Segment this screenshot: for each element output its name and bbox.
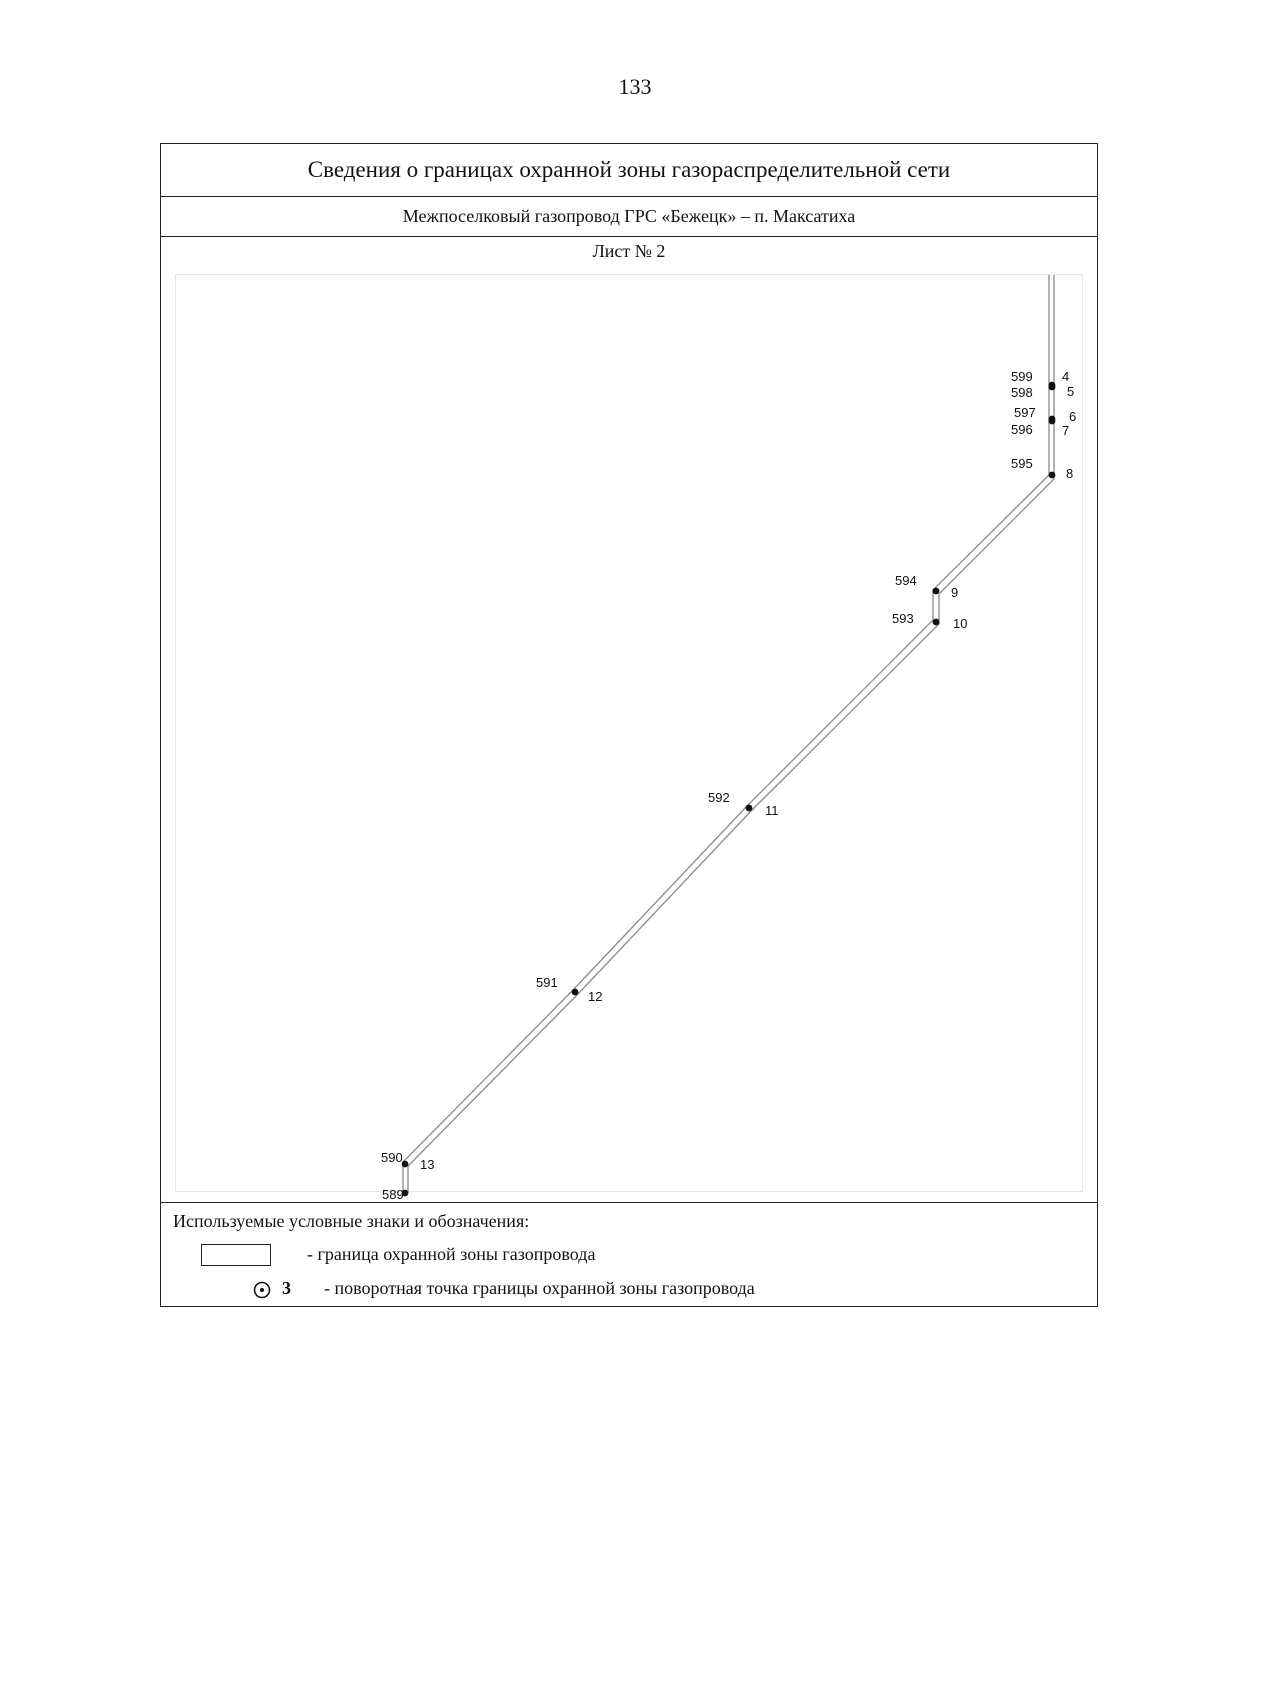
point-label-left: 599 bbox=[1011, 369, 1033, 384]
sheet-number: Лист № 2 bbox=[592, 241, 666, 261]
point-labels bbox=[381, 369, 1076, 1202]
turning-point-marker bbox=[933, 619, 940, 626]
point-label-left: 592 bbox=[708, 790, 730, 805]
point-label-right: 8 bbox=[1066, 466, 1074, 481]
page-number: 133 bbox=[618, 74, 652, 99]
point-label-right: 10 bbox=[953, 616, 968, 631]
pipeline-name: Межпоселковый газопровод ГРС «Бежецк» – п. Максатиха bbox=[161, 197, 1097, 237]
point-label-right: 6 bbox=[1069, 409, 1077, 424]
point-label-left: 594 bbox=[895, 573, 917, 588]
sheet-frame bbox=[160, 143, 1098, 1307]
legend bbox=[161, 1202, 1097, 1306]
turning-point-marker bbox=[1049, 418, 1056, 425]
boundary-legend-text: - граница охранной зоны газопровода bbox=[307, 1244, 596, 1264]
turning-point-marker bbox=[1049, 472, 1056, 479]
point-label-left: 589 bbox=[382, 1187, 404, 1202]
point-label-left: 591 bbox=[536, 975, 558, 990]
boundary-map bbox=[175, 274, 1083, 1202]
turning-point-icon bbox=[253, 1281, 271, 1299]
turning-point-marker bbox=[746, 805, 753, 812]
page-title: Сведения о границах охранной зоны газораспределительной сети bbox=[161, 144, 1097, 197]
point-label-left: 597 bbox=[1014, 405, 1036, 420]
map-canvas bbox=[176, 275, 1084, 1202]
point-label-right: 9 bbox=[951, 585, 959, 600]
boundary-legend-symbol bbox=[201, 1244, 271, 1266]
legend-title: Используемые условные знаки и обозначения: bbox=[173, 1211, 530, 1231]
point-label-right: 7 bbox=[1062, 423, 1070, 438]
point-label-left: 593 bbox=[892, 611, 914, 626]
turning-point-marker bbox=[933, 588, 940, 595]
turning-points bbox=[402, 382, 1056, 1197]
point-label-left: 596 bbox=[1011, 422, 1033, 437]
protection-zone-strip bbox=[403, 275, 1054, 1193]
point-label-right: 4 bbox=[1062, 369, 1070, 384]
turning-point-marker bbox=[1049, 384, 1056, 391]
turning-point-marker bbox=[572, 989, 579, 996]
turning-point-number: 3 bbox=[282, 1278, 291, 1298]
point-label-right: 11 bbox=[765, 803, 779, 818]
point-label-left: 595 bbox=[1011, 456, 1033, 471]
point-label-left: 598 bbox=[1011, 385, 1033, 400]
point-label-right: 13 bbox=[420, 1157, 435, 1172]
turning-point-legend-text: - поворотная точка границы охранной зоны газопровода bbox=[324, 1278, 755, 1298]
point-label-right: 12 bbox=[588, 989, 603, 1004]
point-label-left: 590 bbox=[381, 1150, 403, 1165]
point-label-right: 5 bbox=[1067, 384, 1075, 399]
